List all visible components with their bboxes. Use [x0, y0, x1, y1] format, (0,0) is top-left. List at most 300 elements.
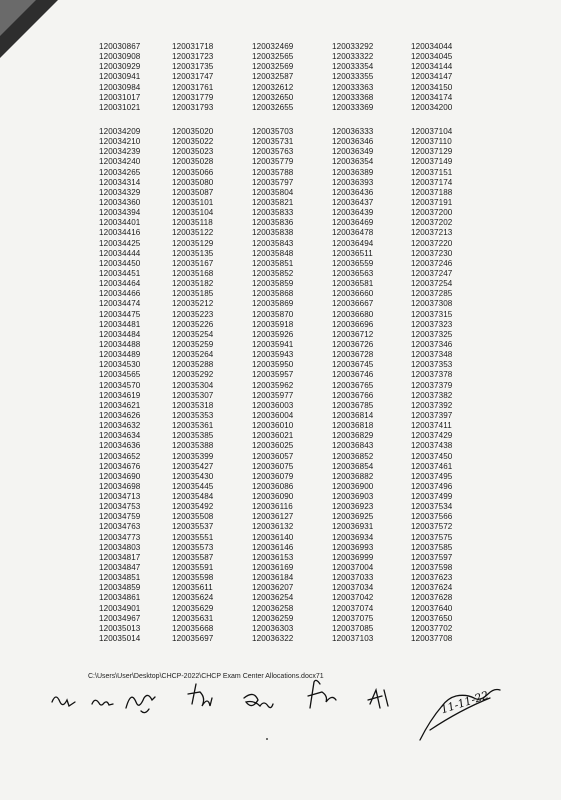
candidate-id-cell: 120034759	[99, 512, 141, 522]
candidate-id-cell: 120034450	[99, 258, 141, 268]
candidate-id-cell: 120037597	[411, 552, 453, 562]
candidate-id-cell: 120035836	[252, 218, 294, 228]
candidate-id-cell: 120035307	[172, 390, 214, 400]
candidate-id-cell: 120031718	[172, 42, 214, 51]
candidate-id-cell: 120036712	[332, 329, 374, 339]
candidate-id-cell: 120036021	[252, 431, 294, 441]
candidate-id-cell: 120036999	[332, 552, 374, 562]
candidate-id-cell: 120030867	[99, 42, 141, 51]
candidate-id-cell: 120035385	[172, 431, 214, 441]
candidate-id-cell: 120035304	[172, 380, 214, 390]
candidate-id-cell: 120036478	[332, 228, 374, 238]
file-path-footer: C:\Users\User\Desktop\CHCP-2022\CHCP Exam Center Allocations.docx71	[88, 673, 324, 680]
candidate-id-cell: 120030908	[99, 52, 141, 62]
candidate-id-cell: 120035185	[172, 289, 214, 299]
candidate-id-cell: 120035508	[172, 512, 214, 522]
candidate-id-cell: 120036745	[332, 360, 374, 370]
candidate-id-cell: 120034425	[99, 238, 141, 248]
table-row	[0, 452, 561, 462]
candidate-id-cell: 120034045	[411, 52, 453, 62]
candidate-id-cell: 120034859	[99, 583, 141, 593]
candidate-id-cell: 120034401	[99, 218, 141, 228]
candidate-id-cell: 120036900	[332, 481, 374, 491]
candidate-id-cell: 120037496	[411, 481, 453, 491]
candidate-id-cell: 120034475	[99, 309, 141, 319]
candidate-id-cell: 120036766	[332, 390, 374, 400]
candidate-id-cell: 120031747	[172, 72, 214, 82]
table-row	[0, 634, 561, 644]
candidate-id-cell: 120034239	[99, 147, 141, 157]
candidate-id-cell: 120032469	[252, 42, 294, 51]
candidate-id-cell: 120036127	[252, 512, 294, 522]
candidate-id-cell: 120037708	[411, 634, 453, 644]
candidate-id-cell: 120033368	[332, 92, 374, 102]
candidate-id-cell: 120037042	[332, 593, 374, 603]
table-row	[0, 249, 561, 259]
candidate-id-cell: 120034713	[99, 492, 141, 502]
candidate-id-cell: 120037640	[411, 603, 453, 613]
candidate-id-cell: 120035014	[99, 634, 141, 644]
candidate-id-cell: 120035104	[172, 208, 214, 218]
candidate-id-cell: 120036010	[252, 421, 294, 431]
candidate-id-cell: 120033354	[332, 62, 374, 72]
candidate-id-cell: 120036258	[252, 603, 294, 613]
candidate-id-cell: 120035950	[252, 360, 294, 370]
candidate-id-cell: 120034632	[99, 421, 141, 431]
candidate-id-cell: 120036090	[252, 492, 294, 502]
candidate-id-cell: 120037074	[332, 603, 374, 613]
candidate-id-cell: 120037461	[411, 461, 453, 471]
candidate-id-cell: 120034753	[99, 502, 141, 512]
candidate-id-cell: 120036393	[332, 177, 374, 187]
table-row	[0, 239, 561, 249]
table-row	[0, 350, 561, 360]
table-row	[0, 218, 561, 228]
candidate-id-cell: 120035318	[172, 400, 214, 410]
candidate-id-cell: 120036333	[332, 127, 374, 136]
candidate-id-cell: 120035492	[172, 502, 214, 512]
table-row	[0, 52, 561, 62]
candidate-id-cell: 120037566	[411, 512, 453, 522]
candidate-id-cell: 120036184	[252, 573, 294, 583]
candidate-id-cell: 120036075	[252, 461, 294, 471]
table-row	[0, 147, 561, 157]
candidate-id-cell: 120036079	[252, 471, 294, 481]
candidate-id-cell: 120035353	[172, 410, 214, 420]
candidate-id-cell: 120036581	[332, 279, 374, 289]
table-row	[0, 320, 561, 330]
candidate-id-cell: 120034044	[411, 42, 453, 51]
candidate-id-cell: 120037246	[411, 258, 453, 268]
candidate-id-cell: 120035537	[172, 522, 214, 532]
candidate-id-cell: 120036882	[332, 471, 374, 481]
candidate-id-cell: 120035167	[172, 258, 214, 268]
table-row	[0, 228, 561, 238]
candidate-id-cell: 120035135	[172, 248, 214, 258]
candidate-id-cell: 120037348	[411, 350, 453, 360]
table-row	[0, 624, 561, 634]
candidate-id-cell: 120036852	[332, 451, 374, 461]
candidate-id-cell: 120035697	[172, 634, 214, 644]
candidate-id-cell: 120037392	[411, 400, 453, 410]
candidate-id-cell: 120036494	[332, 238, 374, 248]
candidate-id-cell: 120036696	[332, 319, 374, 329]
candidate-id-cell: 120037378	[411, 370, 453, 380]
candidate-id-cell: 120037174	[411, 177, 453, 187]
candidate-id-cell: 120034474	[99, 299, 141, 309]
candidate-id-cell: 120037308	[411, 299, 453, 309]
table-row	[0, 553, 561, 563]
candidate-id-cell: 120036559	[332, 258, 374, 268]
candidate-id-cell: 120035587	[172, 552, 214, 562]
candidate-id-cell: 120034652	[99, 451, 141, 461]
scan-corner-fold	[0, 0, 36, 36]
candidate-id-cell: 120031017	[99, 92, 141, 102]
candidate-id-cell: 120030984	[99, 82, 141, 92]
signature-2	[92, 700, 113, 705]
candidate-id-cell: 120035611	[172, 583, 213, 593]
candidate-id-cell: 120036746	[332, 370, 374, 380]
signature-date: 11-11-22	[439, 688, 491, 717]
candidate-id-cell: 120035087	[172, 187, 214, 197]
table-row	[0, 83, 561, 93]
candidate-id-cell: 120035703	[252, 127, 294, 136]
candidate-id-cell: 120037034	[332, 583, 374, 593]
candidate-id-cell: 120034763	[99, 522, 141, 532]
candidate-id-cell: 120037110	[411, 137, 452, 147]
candidate-id-cell: 120034481	[99, 319, 141, 329]
table-row	[0, 330, 561, 340]
signature-6	[308, 680, 336, 708]
candidate-id-cell: 120037346	[411, 339, 453, 349]
candidate-id-cell: 120034773	[99, 532, 141, 542]
candidate-id-cell: 120037191	[411, 197, 453, 207]
candidate-id-cell: 120031761	[172, 82, 214, 92]
candidate-id-cell: 120036004	[252, 410, 294, 420]
candidate-id-cell: 120034174	[411, 92, 453, 102]
candidate-id-cell: 120036934	[332, 532, 374, 542]
candidate-id-cell: 120037202	[411, 218, 453, 228]
candidate-id-cell: 120037230	[411, 248, 453, 258]
candidate-id-cell: 120036563	[332, 268, 374, 278]
table-row	[0, 583, 561, 593]
candidate-id-cell: 120037572	[411, 522, 453, 532]
candidate-id-cell: 120037585	[411, 542, 453, 552]
candidate-id-cell: 120036728	[332, 350, 374, 360]
candidate-id-cell: 120037450	[411, 451, 453, 461]
table-row	[0, 289, 561, 299]
candidate-id-cell: 120037103	[332, 634, 374, 644]
candidate-id-cell: 120036469	[332, 218, 374, 228]
table-row	[0, 360, 561, 370]
signature-3	[126, 695, 155, 712]
candidate-id-cell: 120035851	[252, 258, 294, 268]
candidate-id-cell: 120031723	[172, 52, 214, 62]
candidate-id-cell: 120037213	[411, 228, 453, 238]
candidate-id-cell: 120035779	[252, 157, 294, 167]
candidate-id-cell: 120037220	[411, 238, 453, 248]
candidate-id-cell: 120036923	[332, 502, 374, 512]
candidate-id-cell: 120036680	[332, 309, 374, 319]
candidate-id-cell: 120036437	[332, 197, 374, 207]
table-row	[0, 42, 561, 52]
candidate-id-cell: 120035852	[252, 268, 294, 278]
candidate-id-cell: 120035028	[172, 157, 214, 167]
candidate-id-cell: 120035631	[172, 613, 214, 623]
candidate-id-cell: 120034676	[99, 461, 141, 471]
table-row	[0, 178, 561, 188]
candidate-id-cell: 120033363	[332, 82, 374, 92]
candidate-id-cell: 120035484	[172, 492, 214, 502]
table-row	[0, 441, 561, 451]
table-row	[0, 279, 561, 289]
candidate-id-cell: 120036843	[332, 441, 374, 451]
candidate-id-cell: 120034329	[99, 187, 141, 197]
candidate-id-cell: 120036818	[332, 421, 374, 431]
candidate-id-cell: 120035292	[172, 370, 214, 380]
candidate-id-cell: 120034803	[99, 542, 141, 552]
candidate-id-cell: 120036765	[332, 380, 374, 390]
candidate-id-cell: 120036057	[252, 451, 294, 461]
table-row	[0, 401, 561, 411]
candidate-id-cell: 120037382	[411, 390, 453, 400]
candidate-id-cell: 120037438	[411, 441, 453, 451]
candidate-id-cell: 120034240	[99, 157, 141, 167]
table-row	[0, 573, 561, 583]
candidate-id-cell: 120034634	[99, 431, 141, 441]
signature-7	[368, 690, 388, 708]
candidate-id-cell: 120037598	[411, 563, 453, 573]
table-row	[0, 72, 561, 82]
table-row	[0, 522, 561, 532]
candidate-id-cell: 120034488	[99, 339, 141, 349]
candidate-id-cell: 120036146	[252, 542, 294, 552]
candidate-id-cell: 120037033	[332, 573, 374, 583]
candidate-id-cell: 120035838	[252, 228, 294, 238]
candidate-id-cell: 120034466	[99, 289, 141, 299]
signatures	[0, 660, 561, 790]
candidate-id-cell: 120034444	[99, 248, 141, 258]
number-block-top	[0, 42, 561, 113]
candidate-id-cell: 120036254	[252, 593, 294, 603]
candidate-id-cell: 120031793	[172, 102, 214, 112]
candidate-id-cell: 120036389	[332, 167, 374, 177]
candidate-id-cell: 120034150	[411, 82, 453, 92]
candidate-id-cell: 120037075	[332, 613, 374, 623]
candidate-id-cell: 120035926	[252, 329, 294, 339]
candidate-id-cell: 120036903	[332, 492, 374, 502]
candidate-id-cell: 120034619	[99, 390, 141, 400]
candidate-id-cell: 120036303	[252, 623, 294, 633]
candidate-id-cell: 120036726	[332, 339, 374, 349]
candidate-id-cell: 120037247	[411, 268, 453, 278]
candidate-id-cell: 120035388	[172, 441, 214, 451]
candidate-id-cell: 120034530	[99, 360, 141, 370]
candidate-id-cell: 120035868	[252, 289, 294, 299]
candidate-id-cell: 120035788	[252, 167, 294, 177]
candidate-id-cell: 120035668	[172, 623, 214, 633]
candidate-id-cell: 120034967	[99, 613, 141, 623]
candidate-id-cell: 120035399	[172, 451, 214, 461]
candidate-id-cell: 120037623	[411, 573, 453, 583]
candidate-id-cell: 120035168	[172, 268, 214, 278]
table-row	[0, 543, 561, 553]
candidate-id-cell: 120034851	[99, 573, 141, 583]
candidate-id-cell: 120037254	[411, 279, 453, 289]
table-row	[0, 411, 561, 421]
candidate-id-cell: 120032565	[252, 52, 294, 62]
candidate-id-cell: 120037534	[411, 502, 453, 512]
candidate-id-cell: 120035259	[172, 339, 214, 349]
table-row	[0, 310, 561, 320]
candidate-id-cell: 120037129	[411, 147, 453, 157]
candidate-id-cell: 120034901	[99, 603, 141, 613]
candidate-id-cell: 120035022	[172, 137, 214, 147]
candidate-id-cell: 120032587	[252, 72, 294, 82]
candidate-id-cell: 120034636	[99, 441, 141, 451]
candidate-id-cell: 120034200	[411, 102, 453, 112]
candidate-id-cell: 120037200	[411, 208, 453, 218]
candidate-id-cell: 120033322	[332, 52, 374, 62]
candidate-id-cell: 120035551	[172, 532, 214, 542]
candidate-id-cell: 120035122	[172, 228, 214, 238]
candidate-id-cell: 120036829	[332, 431, 374, 441]
table-row	[0, 168, 561, 178]
candidate-id-cell: 120036436	[332, 187, 374, 197]
candidate-id-cell: 120037499	[411, 492, 453, 502]
candidate-id-cell: 120037628	[411, 593, 453, 603]
table-row	[0, 188, 561, 198]
candidate-id-cell: 120036993	[332, 542, 374, 552]
candidate-id-cell: 120035843	[252, 238, 294, 248]
candidate-id-cell: 120036785	[332, 400, 374, 410]
candidate-id-cell: 120035624	[172, 593, 214, 603]
candidate-id-cell: 120036116	[252, 502, 293, 512]
candidate-id-cell: 120034144	[411, 62, 453, 72]
candidate-id-cell: 120035763	[252, 147, 294, 157]
candidate-id-cell: 120035833	[252, 208, 294, 218]
candidate-id-cell: 120037151	[411, 167, 453, 177]
table-row	[0, 198, 561, 208]
candidate-id-cell: 120035212	[172, 299, 214, 309]
table-row	[0, 512, 561, 522]
candidate-id-cell: 120037624	[411, 583, 453, 593]
candidate-id-cell: 120037004	[332, 563, 374, 573]
candidate-id-cell: 120037315	[411, 309, 453, 319]
table-row	[0, 259, 561, 269]
candidate-id-cell: 120034817	[99, 552, 141, 562]
table-row	[0, 340, 561, 350]
candidate-id-cell: 120035943	[252, 350, 294, 360]
table-row	[0, 299, 561, 309]
candidate-id-cell: 120031779	[172, 92, 214, 102]
table-row	[0, 381, 561, 391]
candidate-id-cell: 120034626	[99, 410, 141, 420]
candidate-id-cell: 120036814	[332, 410, 374, 420]
candidate-id-cell: 120035430	[172, 471, 214, 481]
candidate-id-cell: 120033292	[332, 42, 374, 51]
signature-1	[52, 697, 75, 706]
candidate-id-cell: 120037495	[411, 471, 453, 481]
candidate-id-cell: 120034570	[99, 380, 141, 390]
candidate-id-cell: 120035101	[172, 197, 214, 207]
candidate-id-cell: 120036207	[252, 583, 294, 593]
candidate-id-cell: 120035427	[172, 461, 214, 471]
candidate-id-cell: 120035023	[172, 147, 214, 157]
candidate-id-cell: 120035821	[252, 197, 294, 207]
candidate-id-cell: 120035629	[172, 603, 214, 613]
candidate-id-cell: 120036354	[332, 157, 374, 167]
table-row	[0, 604, 561, 614]
candidate-id-cell: 120036667	[332, 299, 374, 309]
candidate-id-cell: 120035080	[172, 177, 214, 187]
table-row	[0, 137, 561, 147]
candidate-id-cell: 120032569	[252, 62, 294, 72]
candidate-id-cell: 120035573	[172, 542, 214, 552]
candidate-id-cell: 120032655	[252, 102, 294, 112]
candidate-id-cell: 120037325	[411, 329, 453, 339]
candidate-id-cell: 120035598	[172, 573, 214, 583]
candidate-id-cell: 120030929	[99, 62, 141, 72]
candidate-id-cell: 120035977	[252, 390, 294, 400]
candidate-id-cell: 120035226	[172, 319, 214, 329]
table-row	[0, 269, 561, 279]
candidate-id-cell: 120034360	[99, 197, 141, 207]
candidate-id-cell: 120035957	[252, 370, 294, 380]
candidate-id-cell: 120034565	[99, 370, 141, 380]
candidate-id-cell: 120035264	[172, 350, 214, 360]
candidate-id-cell: 120036169	[252, 563, 294, 573]
candidate-id-cell: 120035731	[252, 137, 294, 147]
candidate-id-cell: 120037149	[411, 157, 453, 167]
candidate-id-cell: 120034314	[99, 177, 141, 187]
candidate-id-cell: 120035020	[172, 127, 214, 136]
candidate-id-cell: 120036086	[252, 481, 294, 491]
table-row	[0, 482, 561, 492]
candidate-id-cell: 120035848	[252, 248, 294, 258]
candidate-id-cell: 120036003	[252, 400, 294, 410]
candidate-id-cell: 120036346	[332, 137, 374, 147]
candidate-id-cell: 120034147	[411, 72, 453, 82]
candidate-id-cell: 120031021	[99, 102, 141, 112]
candidate-id-cell: 120037379	[411, 380, 453, 390]
candidate-id-cell: 120033355	[332, 72, 374, 82]
candidate-id-cell: 120034621	[99, 400, 141, 410]
table-row	[0, 391, 561, 401]
candidate-id-cell: 120035591	[172, 563, 214, 573]
candidate-id-cell: 120037323	[411, 319, 453, 329]
candidate-id-cell: 120035361	[172, 421, 214, 431]
candidate-id-cell: 120034484	[99, 329, 141, 339]
candidate-id-cell: 120034847	[99, 563, 141, 573]
candidate-id-cell: 120035254	[172, 329, 214, 339]
table-row	[0, 93, 561, 103]
table-row	[0, 533, 561, 543]
candidate-id-cell: 120036025	[252, 441, 294, 451]
candidate-id-cell: 120035804	[252, 187, 294, 197]
candidate-id-cell: 120035445	[172, 481, 214, 491]
candidate-id-cell: 120030941	[99, 72, 141, 82]
table-row	[0, 614, 561, 624]
candidate-id-cell: 120036439	[332, 208, 374, 218]
candidate-id-cell: 120036259	[252, 613, 294, 623]
candidate-id-cell: 120037575	[411, 532, 453, 542]
candidate-id-cell: 120035941	[252, 339, 294, 349]
candidate-id-cell: 120032612	[252, 82, 294, 92]
candidate-id-cell: 120035918	[252, 319, 294, 329]
candidate-id-cell: 120035118	[172, 218, 213, 228]
candidate-id-cell: 120034690	[99, 471, 141, 481]
